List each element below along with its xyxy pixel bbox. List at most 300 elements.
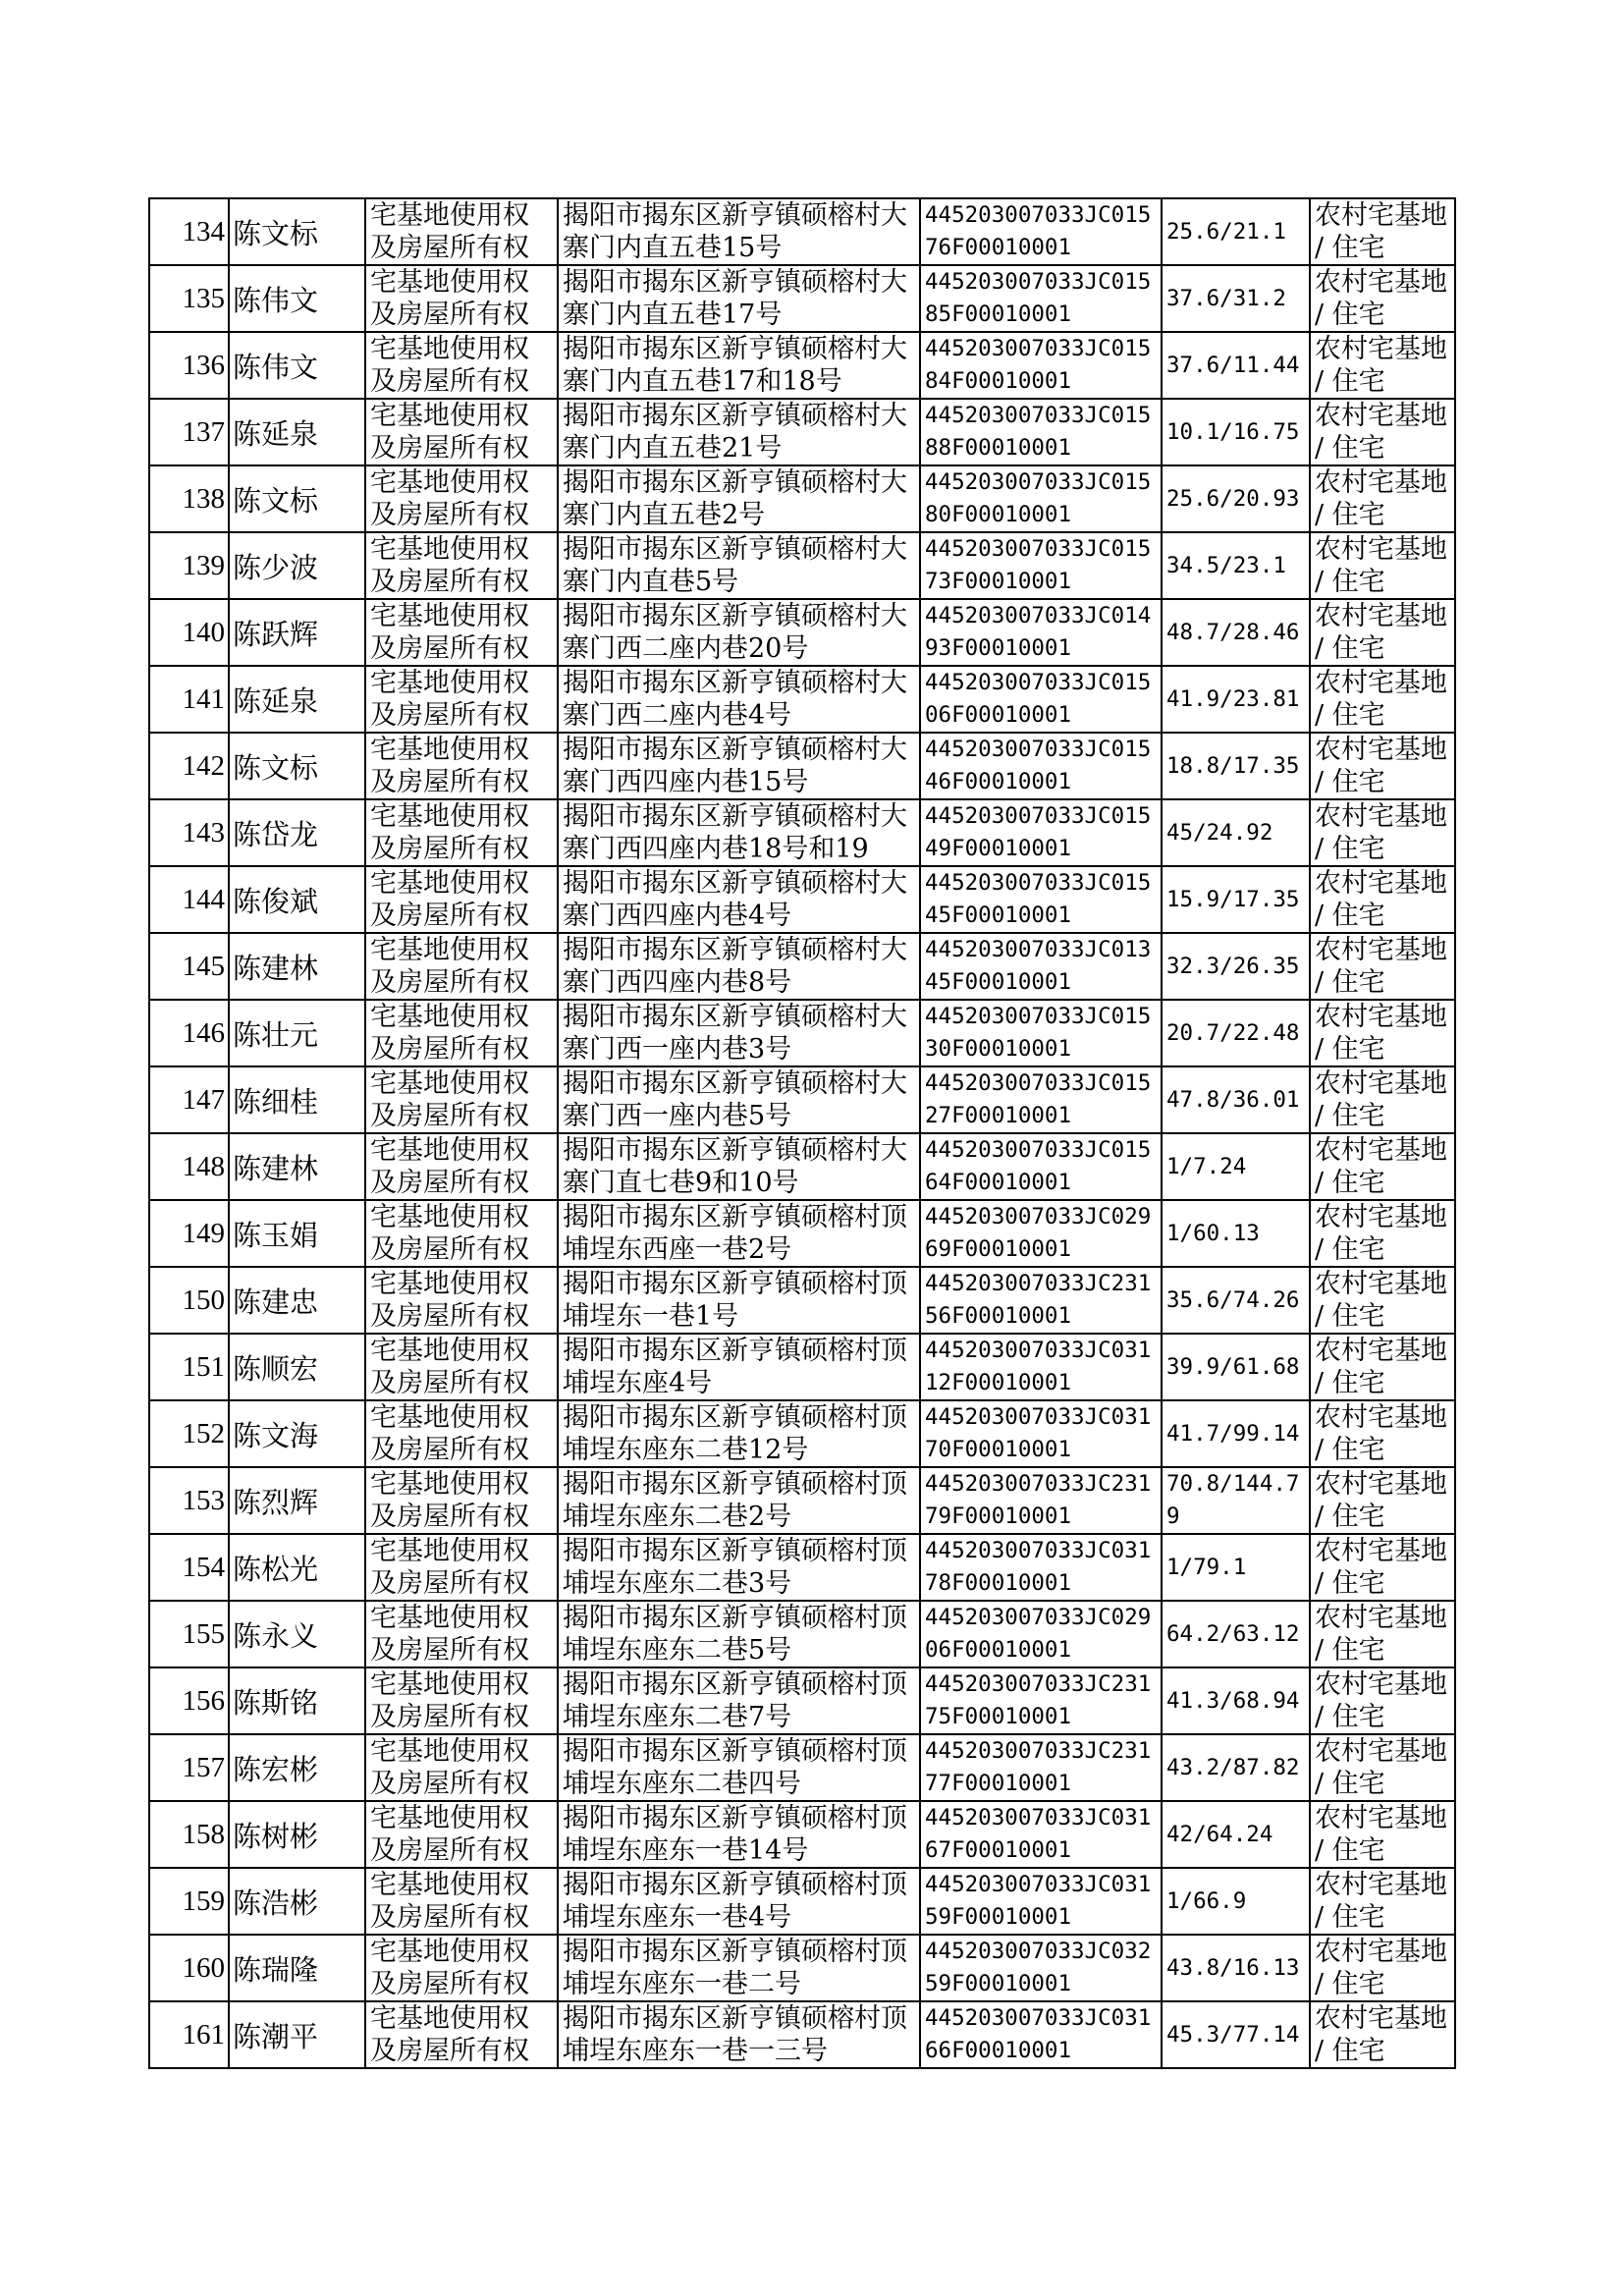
row-number: [149, 1400, 229, 1467]
table-row: [149, 599, 1455, 666]
name-text: 陈斯铭: [233, 1685, 319, 1720]
area-text: 41.7/99.14: [1166, 1420, 1300, 1447]
right-type: [365, 465, 558, 532]
property-address: [558, 332, 920, 399]
unit-code: [920, 1935, 1162, 2001]
unit-code-text: 445203007033JC23179F00010001: [925, 1471, 1152, 1529]
row-number: [149, 733, 229, 799]
right-type-text: 宅基地使用权及房屋所有权: [370, 668, 529, 731]
address-text: 揭阳市揭东区新亨镇硕榕村顶埔埕东一巷1号: [563, 1269, 907, 1332]
property-address: [558, 933, 920, 1000]
no-text: 134: [182, 215, 225, 247]
right-type-text: 宅基地使用权及房屋所有权: [370, 467, 529, 530]
area: [1162, 1000, 1310, 1066]
right-type: [365, 1200, 558, 1267]
owner-name: [229, 465, 365, 532]
name-text: 陈瑞隆: [233, 1952, 319, 1987]
table-row: [149, 198, 1455, 265]
row-number: [149, 1467, 229, 1534]
right-type-text: 宅基地使用权及房屋所有权: [370, 801, 529, 864]
right-type: [365, 2001, 558, 2068]
use-text: 农村宅基地 / 住宅: [1315, 401, 1447, 464]
land-use: [1310, 399, 1455, 465]
right-type: [365, 332, 558, 399]
no-text: 147: [182, 1083, 225, 1116]
land-use: [1310, 465, 1455, 532]
right-type: [365, 532, 558, 599]
unit-code: [920, 799, 1162, 866]
right-type: [365, 799, 558, 866]
row-number: [149, 666, 229, 733]
area-text: 25.6/21.1: [1166, 218, 1286, 245]
property-address: [558, 1467, 920, 1534]
owner-name: [229, 532, 365, 599]
unit-code: [920, 1200, 1162, 1267]
use-text: 农村宅基地 / 住宅: [1315, 868, 1447, 931]
address-text: 揭阳市揭东区新亨镇硕榕村大寨门内直五巷15号: [563, 200, 907, 263]
name-text: 陈浩彬: [233, 1885, 319, 1920]
unit-code-text: 445203007033JC01588F00010001: [925, 403, 1152, 461]
unit-code-text: 445203007033JC03178F00010001: [925, 1538, 1152, 1596]
property-address: [558, 1400, 920, 1467]
right-type: [365, 1935, 558, 2001]
land-use: [1310, 1667, 1455, 1734]
right-type: [365, 198, 558, 265]
owner-name: [229, 666, 365, 733]
unit-code-text: 445203007033JC23175F00010001: [925, 1671, 1152, 1729]
name-text: 陈宏彬: [233, 1752, 319, 1786]
name-text: 陈树彬: [233, 1819, 319, 1853]
address-text: 揭阳市揭东区新亨镇硕榕村顶埔埕东西座一巷2号: [563, 1202, 907, 1265]
address-text: 揭阳市揭东区新亨镇硕榕村大寨门内直五巷2号: [563, 467, 907, 530]
land-use: [1310, 866, 1455, 933]
unit-code-text: 445203007033JC03159F00010001: [925, 1872, 1152, 1930]
property-address: [558, 1868, 920, 1935]
unit-code: [920, 465, 1162, 532]
unit-code: [920, 1467, 1162, 1534]
area: [1162, 1868, 1310, 1935]
no-text: 144: [182, 883, 225, 915]
use-text: 农村宅基地 / 住宅: [1315, 1937, 1447, 1999]
name-text: 陈俊斌: [233, 884, 319, 918]
property-address: [558, 799, 920, 866]
row-number: [149, 1667, 229, 1734]
use-text: 农村宅基地 / 住宅: [1315, 1803, 1447, 1866]
name-text: 陈文标: [233, 216, 319, 250]
area: [1162, 1467, 1310, 1534]
unit-code: [920, 1868, 1162, 1935]
table-row: [149, 1534, 1455, 1601]
right-type-text: 宅基地使用权及房屋所有权: [370, 1803, 529, 1866]
name-text: 陈松光: [233, 1552, 319, 1586]
no-text: 149: [182, 1217, 225, 1249]
right-type: [365, 733, 558, 799]
table-row: [149, 1601, 1455, 1667]
name-text: 陈细桂: [233, 1084, 319, 1119]
address-text: 揭阳市揭东区新亨镇硕榕村大寨门内直巷5号: [563, 534, 907, 597]
row-number: [149, 1000, 229, 1066]
right-type-text: 宅基地使用权及房屋所有权: [370, 1669, 529, 1732]
table-row: [149, 733, 1455, 799]
property-address: [558, 465, 920, 532]
owner-name: [229, 1868, 365, 1935]
owner-name: [229, 1133, 365, 1200]
unit-code: [920, 1133, 1162, 1200]
address-text: 揭阳市揭东区新亨镇硕榕村顶埔埕东座东二巷5号: [563, 1603, 907, 1666]
no-text: 138: [182, 482, 225, 515]
address-text: 揭阳市揭东区新亨镇硕榕村顶埔埕东座东二巷12号: [563, 1402, 907, 1465]
unit-code-text: 445203007033JC02969F00010001: [925, 1204, 1152, 1262]
owner-name: [229, 332, 365, 399]
land-use: [1310, 532, 1455, 599]
right-type: [365, 265, 558, 332]
owner-name: [229, 599, 365, 666]
use-text: 农村宅基地 / 住宅: [1315, 668, 1447, 731]
name-text: 陈延泉: [233, 683, 319, 718]
row-number: [149, 198, 229, 265]
address-text: 揭阳市揭东区新亨镇硕榕村顶埔埕东座4号: [563, 1336, 907, 1398]
property-address: [558, 1200, 920, 1267]
land-use: [1310, 1467, 1455, 1534]
unit-code-text: 445203007033JC01549F00010001: [925, 803, 1152, 861]
property-address: [558, 866, 920, 933]
owner-name: [229, 1334, 365, 1400]
right-type: [365, 1267, 558, 1334]
area: [1162, 733, 1310, 799]
table-row: [149, 465, 1455, 532]
use-text: 农村宅基地 / 住宅: [1315, 935, 1447, 998]
table-row: [149, 1267, 1455, 1334]
name-text: 陈永义: [233, 1618, 319, 1653]
table-row: [149, 1734, 1455, 1801]
name-text: 陈延泉: [233, 416, 319, 451]
land-use: [1310, 1334, 1455, 1400]
address-text: 揭阳市揭东区新亨镇硕榕村大寨门西四座内巷15号: [563, 735, 907, 797]
row-number: [149, 1066, 229, 1133]
property-address: [558, 1534, 920, 1601]
use-text: 农村宅基地 / 住宅: [1315, 1536, 1447, 1599]
area: [1162, 465, 1310, 532]
unit-code-text: 445203007033JC23156F00010001: [925, 1271, 1152, 1329]
unit-code: [920, 1066, 1162, 1133]
row-number: [149, 332, 229, 399]
right-type-text: 宅基地使用权及房屋所有权: [370, 1135, 529, 1198]
unit-code: [920, 866, 1162, 933]
row-number: [149, 1868, 229, 1935]
unit-code: [920, 1400, 1162, 1467]
unit-code: [920, 1601, 1162, 1667]
owner-name: [229, 399, 365, 465]
owner-name: [229, 733, 365, 799]
area-text: 43.8/16.13: [1166, 1954, 1300, 1981]
right-type: [365, 599, 558, 666]
no-text: 139: [182, 549, 225, 581]
address-text: 揭阳市揭东区新亨镇硕榕村大寨门西一座内巷5号: [563, 1068, 907, 1131]
owner-name: [229, 1734, 365, 1801]
property-address: [558, 1334, 920, 1400]
property-address: [558, 399, 920, 465]
area: [1162, 666, 1310, 733]
row-number: [149, 599, 229, 666]
right-type: [365, 666, 558, 733]
use-text: 农村宅基地 / 住宅: [1315, 1135, 1447, 1198]
unit-code: [920, 1801, 1162, 1868]
area-text: 35.6/74.26: [1166, 1286, 1300, 1313]
name-text: 陈顺宏: [233, 1351, 319, 1386]
use-text: 农村宅基地 / 住宅: [1315, 801, 1447, 864]
name-text: 陈潮平: [233, 2019, 319, 2053]
address-text: 揭阳市揭东区新亨镇硕榕村顶埔埕东座东一巷14号: [563, 1803, 907, 1866]
name-text: 陈跃辉: [233, 617, 319, 651]
name-text: 陈建林: [233, 951, 319, 985]
use-text: 农村宅基地 / 住宅: [1315, 1336, 1447, 1398]
area-text: 45.3/77.14: [1166, 2021, 1300, 2048]
land-use: [1310, 933, 1455, 1000]
area: [1162, 866, 1310, 933]
owner-name: [229, 1801, 365, 1868]
right-type: [365, 1734, 558, 1801]
owner-name: [229, 1000, 365, 1066]
land-use: [1310, 599, 1455, 666]
area-text: 25.6/20.93: [1166, 485, 1300, 512]
name-text: 陈建忠: [233, 1284, 319, 1319]
address-text: 揭阳市揭东区新亨镇硕榕村大寨门西二座内巷20号: [563, 601, 907, 664]
land-use: [1310, 666, 1455, 733]
no-text: 161: [182, 2018, 225, 2050]
use-text: 农村宅基地 / 住宅: [1315, 735, 1447, 797]
use-text: 农村宅基地 / 住宅: [1315, 601, 1447, 664]
right-type-text: 宅基地使用权及房屋所有权: [370, 334, 529, 397]
area-text: 1/7.24: [1166, 1153, 1247, 1179]
area-text: 1/66.9: [1166, 1887, 1247, 1914]
no-text: 152: [182, 1417, 225, 1449]
land-use: [1310, 1534, 1455, 1601]
right-type-text: 宅基地使用权及房屋所有权: [370, 2003, 529, 2066]
area: [1162, 2001, 1310, 2068]
right-type-text: 宅基地使用权及房屋所有权: [370, 935, 529, 998]
area: [1162, 799, 1310, 866]
property-address: [558, 2001, 920, 2068]
property-registry-table: [148, 197, 1456, 2069]
unit-code-text: 445203007033JC03112F00010001: [925, 1338, 1152, 1395]
area: [1162, 1267, 1310, 1334]
owner-name: [229, 866, 365, 933]
unit-code: [920, 532, 1162, 599]
unit-code-text: 445203007033JC01530F00010001: [925, 1004, 1152, 1062]
unit-code-text: 445203007033JC03166F00010001: [925, 2005, 1152, 2063]
right-type-text: 宅基地使用权及房屋所有权: [370, 1536, 529, 1599]
table-body: [149, 198, 1455, 2068]
address-text: 揭阳市揭东区新亨镇硕榕村大寨门内直五巷21号: [563, 401, 907, 464]
no-text: 150: [182, 1284, 225, 1316]
property-address: [558, 532, 920, 599]
use-text: 农村宅基地 / 住宅: [1315, 1068, 1447, 1131]
table-row: [149, 1400, 1455, 1467]
no-text: 142: [182, 749, 225, 782]
name-text: 陈文海: [233, 1418, 319, 1452]
right-type: [365, 1000, 558, 1066]
right-type-text: 宅基地使用权及房屋所有权: [370, 1202, 529, 1265]
unit-code-text: 445203007033JC01573F00010001: [925, 536, 1152, 594]
name-text: 陈壮元: [233, 1017, 319, 1052]
property-address: [558, 1133, 920, 1200]
address-text: 揭阳市揭东区新亨镇硕榕村顶埔埕东座东二巷四号: [563, 1736, 907, 1799]
use-text: 农村宅基地 / 住宅: [1315, 1402, 1447, 1465]
area: [1162, 1133, 1310, 1200]
table-row: [149, 1667, 1455, 1734]
no-text: 155: [182, 1617, 225, 1650]
row-number: [149, 465, 229, 532]
right-type-text: 宅基地使用权及房屋所有权: [370, 267, 529, 330]
table-row: [149, 1467, 1455, 1534]
table-row: [149, 1801, 1455, 1868]
no-text: 136: [182, 349, 225, 381]
no-text: 154: [182, 1551, 225, 1583]
unit-code-text: 445203007033JC01576F00010001: [925, 202, 1152, 260]
area-text: 1/60.13: [1166, 1220, 1260, 1246]
land-use: [1310, 799, 1455, 866]
table-row: [149, 866, 1455, 933]
row-number: [149, 1534, 229, 1601]
unit-code: [920, 1534, 1162, 1601]
unit-code: [920, 933, 1162, 1000]
row-number: [149, 1801, 229, 1868]
address-text: 揭阳市揭东区新亨镇硕榕村大寨门西四座内巷18号和19: [563, 801, 907, 864]
unit-code-text: 445203007033JC01585F00010001: [925, 269, 1152, 327]
table-row: [149, 332, 1455, 399]
area-text: 10.1/16.75: [1166, 418, 1300, 445]
owner-name: [229, 933, 365, 1000]
row-number: [149, 2001, 229, 2068]
area-text: 48.7/28.46: [1166, 619, 1300, 645]
unit-code-text: 445203007033JC01584F00010001: [925, 336, 1152, 394]
land-use: [1310, 332, 1455, 399]
area-text: 70.8/144.79: [1166, 1471, 1300, 1529]
right-type-text: 宅基地使用权及房屋所有权: [370, 601, 529, 664]
property-address: [558, 1734, 920, 1801]
no-text: 145: [182, 950, 225, 982]
address-text: 揭阳市揭东区新亨镇硕榕村顶埔埕东座东二巷2号: [563, 1469, 907, 1532]
property-address: [558, 733, 920, 799]
table-row: [149, 1133, 1455, 1200]
area-text: 45/24.92: [1166, 819, 1273, 846]
address-text: 揭阳市揭东区新亨镇硕榕村大寨门西一座内巷3号: [563, 1002, 907, 1065]
use-text: 农村宅基地 / 住宅: [1315, 1603, 1447, 1666]
right-type: [365, 1334, 558, 1400]
land-use: [1310, 1267, 1455, 1334]
owner-name: [229, 1400, 365, 1467]
table-row: [149, 1935, 1455, 2001]
no-text: 143: [182, 816, 225, 848]
right-type-text: 宅基地使用权及房屋所有权: [370, 401, 529, 464]
unit-code: [920, 1734, 1162, 1801]
land-use: [1310, 1200, 1455, 1267]
no-text: 140: [182, 616, 225, 648]
area-text: 32.3/26.35: [1166, 953, 1300, 979]
area: [1162, 933, 1310, 1000]
area: [1162, 1935, 1310, 2001]
use-text: 农村宅基地 / 住宅: [1315, 534, 1447, 597]
area: [1162, 399, 1310, 465]
name-text: 陈文标: [233, 750, 319, 785]
area-text: 1/79.1: [1166, 1554, 1247, 1580]
table-row: [149, 799, 1455, 866]
property-address: [558, 599, 920, 666]
right-type: [365, 1133, 558, 1200]
unit-code: [920, 733, 1162, 799]
address-text: 揭阳市揭东区新亨镇硕榕村顶埔埕东座东二巷3号: [563, 1536, 907, 1599]
area-text: 37.6/11.44: [1166, 352, 1300, 378]
name-text: 陈岱龙: [233, 817, 319, 851]
right-type: [365, 1534, 558, 1601]
name-text: 陈文标: [233, 483, 319, 518]
unit-code-text: 445203007033JC01527F00010001: [925, 1070, 1152, 1128]
no-text: 148: [182, 1150, 225, 1182]
use-text: 农村宅基地 / 住宅: [1315, 1736, 1447, 1799]
area-text: 37.6/31.2: [1166, 285, 1286, 311]
unit-code-text: 445203007033JC01580F00010001: [925, 469, 1152, 527]
area: [1162, 599, 1310, 666]
owner-name: [229, 1667, 365, 1734]
land-use: [1310, 1133, 1455, 1200]
right-type-text: 宅基地使用权及房屋所有权: [370, 1469, 529, 1532]
table-row: [149, 1334, 1455, 1400]
area: [1162, 1601, 1310, 1667]
property-address: [558, 1601, 920, 1667]
area-text: 20.7/22.48: [1166, 1019, 1300, 1046]
name-text: 陈建林: [233, 1151, 319, 1185]
unit-code-text: 445203007033JC03170F00010001: [925, 1404, 1152, 1462]
use-text: 农村宅基地 / 住宅: [1315, 467, 1447, 530]
no-text: 159: [182, 1885, 225, 1917]
area-text: 41.3/68.94: [1166, 1687, 1300, 1714]
name-text: 陈烈辉: [233, 1485, 319, 1519]
owner-name: [229, 799, 365, 866]
use-text: 农村宅基地 / 住宅: [1315, 200, 1447, 263]
row-number: [149, 532, 229, 599]
use-text: 农村宅基地 / 住宅: [1315, 1202, 1447, 1265]
use-text: 农村宅基地 / 住宅: [1315, 1269, 1447, 1332]
property-address: [558, 1667, 920, 1734]
land-use: [1310, 2001, 1455, 2068]
right-type-text: 宅基地使用权及房屋所有权: [370, 735, 529, 797]
right-type-text: 宅基地使用权及房屋所有权: [370, 1269, 529, 1332]
unit-code-text: 445203007033JC01564F00010001: [925, 1137, 1152, 1195]
area-text: 39.9/61.68: [1166, 1353, 1300, 1380]
address-text: 揭阳市揭东区新亨镇硕榕村顶埔埕东座东一巷一三号: [563, 2003, 907, 2066]
owner-name: [229, 1534, 365, 1601]
right-type: [365, 1400, 558, 1467]
unit-code-text: 445203007033JC03259F00010001: [925, 1939, 1152, 1996]
name-text: 陈少波: [233, 550, 319, 584]
unit-code: [920, 332, 1162, 399]
no-text: 146: [182, 1016, 225, 1049]
no-text: 151: [182, 1350, 225, 1383]
row-number: [149, 1601, 229, 1667]
no-text: 153: [182, 1484, 225, 1516]
area-text: 15.9/17.35: [1166, 886, 1300, 912]
land-use: [1310, 1400, 1455, 1467]
table-row: [149, 1200, 1455, 1267]
row-number: [149, 1734, 229, 1801]
right-type: [365, 933, 558, 1000]
right-type-text: 宅基地使用权及房屋所有权: [370, 1870, 529, 1933]
table-row: [149, 532, 1455, 599]
area: [1162, 1334, 1310, 1400]
right-type: [365, 1801, 558, 1868]
right-type-text: 宅基地使用权及房屋所有权: [370, 200, 529, 263]
land-use: [1310, 198, 1455, 265]
